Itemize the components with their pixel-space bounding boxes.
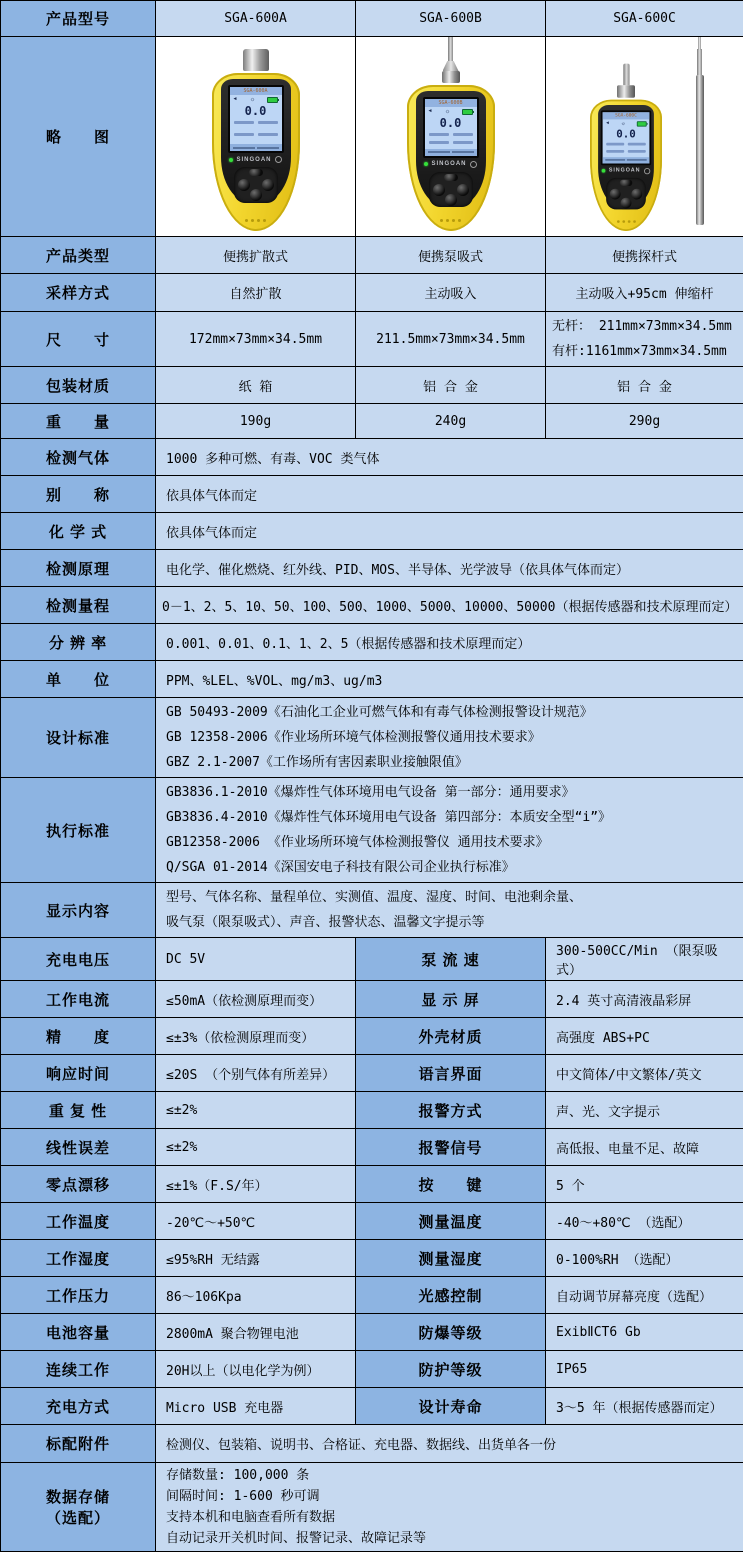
row-alias [1, 476, 743, 513]
enter-button [620, 197, 631, 208]
row-pair [1, 1018, 743, 1055]
model-c: SGA-600C [546, 1, 743, 37]
menu-button [619, 179, 632, 185]
spec-value: ≤±2% [156, 1092, 356, 1129]
row-pair [1, 1388, 743, 1425]
spec-value [156, 883, 743, 938]
spec-value: 2800mA 聚合物锂电池 [156, 1314, 356, 1351]
led-indicator [601, 169, 605, 173]
probe-inlet [617, 64, 635, 100]
spec-value [156, 778, 743, 883]
keypad [606, 178, 646, 210]
spec-value: 20H以上（以电化学为例） [156, 1351, 356, 1388]
spec-value: 依具体气体而定 [156, 476, 743, 513]
lcd-model-title: SGA-600C [602, 112, 649, 119]
row-sketch [1, 37, 743, 237]
spec-label: 分 辨 率 [1, 624, 156, 661]
spec-label: 工作电流 [1, 981, 156, 1018]
lcd-date-strip [230, 144, 282, 151]
standard-line: GBZ 2.1-2007《工作场所有害因素职业接触限值》 [166, 750, 733, 775]
storage-label-line: （选配） [2, 1507, 154, 1528]
spec-value [156, 698, 743, 778]
spec-label: 化 学 式 [1, 513, 156, 550]
standard-line: GB3836.4-2010《爆炸性气体环境用电气设备 第四部分：本质安全型“i”》 [166, 805, 733, 830]
spec-value: 0-100%RH （选配） [546, 1240, 743, 1277]
left-button [238, 179, 250, 191]
spec-value: 便携泵吸式 [356, 237, 546, 274]
spec-label: 工作压力 [1, 1277, 156, 1314]
speaker-vents [590, 220, 662, 223]
brand-label: SINGOAN [236, 157, 271, 163]
battery-icon [462, 109, 473, 115]
right-button [457, 184, 469, 196]
storage-line: 存储数量: 100,000 条 [166, 1465, 733, 1486]
spec-value: 主动吸入+95cm 伸缩杆 [546, 274, 743, 312]
lcd-date-strip [425, 149, 477, 156]
lcd-info-rows [230, 118, 282, 144]
spec-value: PPM、%LEL、%VOL、mg/m3、ug/m3 [156, 661, 743, 698]
row-range [1, 587, 743, 624]
row-packing [1, 367, 743, 404]
spec-label: 零点漂移 [1, 1166, 156, 1203]
speaker-icon: ◄ [605, 121, 609, 126]
spec-label: 设计标准 [1, 698, 156, 778]
lcd-screen [423, 97, 479, 158]
speaker-icon: ◄ [233, 97, 238, 102]
row-pair [1, 1351, 743, 1388]
row-units [1, 661, 743, 698]
storage-label-line: 数据存储 [2, 1486, 154, 1507]
spec-label: 防爆等级 [356, 1314, 546, 1351]
spec-value: 声、光、文字提示 [546, 1092, 743, 1129]
row-pair [1, 1203, 743, 1240]
row-pair [1, 1240, 743, 1277]
fan-icon: ☼ [620, 121, 625, 126]
lcd-model-title: SGA-600A [230, 87, 282, 95]
battery-icon [636, 121, 646, 126]
storage-line: 支持本机和电脑查看所有数据 [166, 1507, 733, 1528]
standard-line: GB3836.1-2010《爆炸性气体环境用电气设备 第一部分：通用要求》 [166, 780, 733, 805]
front-panel [221, 79, 291, 203]
spec-label: 防护等级 [356, 1351, 546, 1388]
row-resolution [1, 624, 743, 661]
row-pair [1, 1092, 743, 1129]
row-pair [1, 981, 743, 1018]
spec-value: -20℃～+50℃ [156, 1203, 356, 1240]
left-button [609, 188, 620, 199]
menu-button [249, 169, 263, 176]
row-weight [1, 404, 743, 439]
spec-value: 电化学、催化燃烧、红外线、PID、MOS、半导体、光学波导（依具体气体而定） [156, 550, 743, 587]
row-size [1, 312, 743, 367]
spec-label: 采样方式 [1, 274, 156, 312]
battery-icon [267, 97, 278, 103]
spec-value: ≤±1%（F.S/年） [156, 1166, 356, 1203]
row-pair [1, 1277, 743, 1314]
spec-label: 按 键 [356, 1166, 546, 1203]
speaker-vents [407, 219, 495, 222]
size-no-rod: 无杆： 211mm×73mm×34.5mm [552, 314, 737, 339]
spec-label: 充电方式 [1, 1388, 156, 1425]
sensor-cap [243, 49, 269, 71]
lcd-info-rows [602, 140, 649, 157]
row-exec-standard [1, 778, 743, 883]
row-pair [1, 938, 743, 981]
spec-label: 检测量程 [1, 587, 156, 624]
product-photo-sga-600b [407, 37, 495, 232]
spec-label: 检测气体 [1, 439, 156, 476]
keypad [234, 167, 278, 203]
spec-label [1, 1463, 156, 1552]
spec-value: DC 5V [156, 938, 356, 981]
row-design-standard [1, 698, 743, 778]
spec-value: ≤50mA（依检测原理而变） [156, 981, 356, 1018]
spec-value: 主动吸入 [356, 274, 546, 312]
spec-label: 充电电压 [1, 938, 156, 981]
enter-button [445, 194, 457, 206]
brand-label: SINGOAN [608, 168, 640, 173]
spec-label: 别 称 [1, 476, 156, 513]
standard-line: Q/SGA 01-2014《深国安电子科技有限公司企业执行标准》 [166, 855, 733, 880]
row-pair [1, 1166, 743, 1203]
spec-label: 测量湿度 [356, 1240, 546, 1277]
spec-value: 5 个 [546, 1166, 743, 1203]
spec-label: 泵 流 速 [356, 938, 546, 981]
spec-value: ≤±2% [156, 1129, 356, 1166]
spec-value: -40～+80℃ （选配） [546, 1203, 743, 1240]
spec-value: 高低报、电量不足、故障 [546, 1129, 743, 1166]
spec-value: 290g [546, 404, 743, 439]
spec-label: 连续工作 [1, 1351, 156, 1388]
spec-value: 0.001、0.01、0.1、1、2、5（根据传感器和技术原理而定） [156, 624, 743, 661]
spec-label: 外壳材质 [356, 1018, 546, 1055]
right-button [631, 188, 642, 199]
spec-value: 中文简体/中文繁体/英文 [546, 1055, 743, 1092]
content-line: 型号、气体名称、量程单位、实测值、温度、湿度、时间、电池剩余量、 [166, 885, 733, 910]
spec-value: 铝 合 金 [356, 367, 546, 404]
standard-line: GB12358-2006 《作业场所环境气体检测报警仪 通用技术要求》 [166, 830, 733, 855]
spec-value: ≤95%RH 无结露 [156, 1240, 356, 1277]
spec-label: 标配附件 [1, 1425, 156, 1463]
spec-value: 190g [156, 404, 356, 439]
speaker-icon: ◄ [428, 109, 433, 114]
row-pair [1, 1055, 743, 1092]
spec-value [156, 1463, 743, 1552]
spec-value: 211.5mm×73mm×34.5mm [356, 312, 546, 367]
led-indicator [229, 158, 233, 162]
sketch-row-label: 略 图 [1, 37, 156, 237]
fan-icon: ☼ [445, 109, 451, 115]
menu-button [444, 174, 458, 181]
power-icon [470, 161, 477, 168]
spec-value: 1000 多种可燃、有毒、VOC 类气体 [156, 439, 743, 476]
lcd-reading: 0.0 [230, 104, 282, 118]
spec-label: 尺 寸 [1, 312, 156, 367]
spec-value: 自动调节屏幕亮度（选配） [546, 1277, 743, 1314]
spec-value: 高强度 ABS+PC [546, 1018, 743, 1055]
front-panel [598, 105, 654, 209]
spec-label: 报警方式 [356, 1092, 546, 1129]
row-display-content [1, 883, 743, 938]
spec-label: 执行标准 [1, 778, 156, 883]
device-body [407, 85, 495, 231]
lcd-reading: 0.0 [602, 128, 649, 141]
spec-label: 工作温度 [1, 1203, 156, 1240]
device-body [590, 100, 662, 231]
spec-label: 显示内容 [1, 883, 156, 938]
content-line: 吸气泵（限泵吸式）、声音、报警状态、温馨文字提示等 [166, 910, 733, 935]
spec-label: 响应时间 [1, 1055, 156, 1092]
spec-label: 测量温度 [356, 1203, 546, 1240]
spec-value: 铝 合 金 [546, 367, 743, 404]
product-photo-sga-600c [590, 64, 662, 231]
row-data-storage [1, 1463, 743, 1552]
spec-label: 重 量 [1, 404, 156, 439]
lcd-reading: 0.0 [425, 116, 477, 130]
spec-label: 线性误差 [1, 1129, 156, 1166]
spec-value: 86～106Kpa [156, 1277, 356, 1314]
model-row-label: 产品型号 [1, 1, 156, 37]
row-formula [1, 513, 743, 550]
spec-label: 电池容量 [1, 1314, 156, 1351]
spec-value [546, 312, 743, 367]
spec-label: 精 度 [1, 1018, 156, 1055]
spec-value: 自然扩散 [156, 274, 356, 312]
speaker-vents [212, 219, 300, 222]
left-button [433, 184, 445, 196]
front-panel [416, 91, 486, 207]
row-gases [1, 439, 743, 476]
pump-probe [442, 37, 460, 86]
lcd-screen [228, 85, 284, 153]
spec-label: 设计寿命 [356, 1388, 546, 1425]
lcd-screen [600, 110, 650, 165]
row-sampling [1, 274, 743, 312]
row-pair [1, 1129, 743, 1166]
row-accessories [1, 1425, 743, 1463]
spec-value: Micro USB 充电器 [156, 1388, 356, 1425]
keypad [429, 172, 473, 207]
product-photo-sga-600a [212, 49, 300, 231]
spec-value: IP65 [546, 1351, 743, 1388]
spec-label: 包装材质 [1, 367, 156, 404]
power-icon [275, 156, 282, 163]
enter-button [250, 189, 262, 201]
spec-label: 显 示 屏 [356, 981, 546, 1018]
storage-line: 自动记录开关机时间、报警记录、故障记录等 [166, 1528, 733, 1549]
row-principle [1, 550, 743, 587]
model-b: SGA-600B [356, 1, 546, 37]
spec-label: 检测原理 [1, 550, 156, 587]
spec-value: 检测仪、包装箱、说明书、合格证、充电器、数据线、出货单各一份 [156, 1425, 743, 1463]
standard-line: GB 50493-2009《石油化工企业可燃气体和有毒气体检测报警设计规范》 [166, 700, 733, 725]
lcd-model-title: SGA-600B [425, 99, 477, 107]
spec-value: 172mm×73mm×34.5mm [156, 312, 356, 367]
model-a: SGA-600A [156, 1, 356, 37]
fan-icon: ☼ [250, 97, 256, 103]
row-pair [1, 1314, 743, 1351]
spec-label: 报警信号 [356, 1129, 546, 1166]
spec-value: 3～5 年（根据传感器而定） [546, 1388, 743, 1425]
spec-value: ≤±3%（依检测原理而变） [156, 1018, 356, 1055]
spec-value: 便携扩散式 [156, 237, 356, 274]
spec-value: 便携探杆式 [546, 237, 743, 274]
led-indicator [424, 162, 428, 166]
right-button [262, 179, 274, 191]
lcd-date-strip [602, 157, 649, 163]
spec-label: 语言界面 [356, 1055, 546, 1092]
row-product-type [1, 237, 743, 274]
spec-label: 重 复 性 [1, 1092, 156, 1129]
storage-line: 间隔时间: 1-600 秒可调 [166, 1486, 733, 1507]
device-body [212, 73, 300, 231]
spec-value: 240g [356, 404, 546, 439]
spec-value: ≤20S （个别气体有所差异） [156, 1055, 356, 1092]
spec-label: 工作湿度 [1, 1240, 156, 1277]
spec-value: 依具体气体而定 [156, 513, 743, 550]
spec-value: 2.4 英寸高清液晶彩屏 [546, 981, 743, 1018]
size-with-rod: 有杆:1161mm×73mm×34.5mm [552, 339, 737, 364]
spec-label: 光感控制 [356, 1277, 546, 1314]
spec-value: 300-500CC/Min （限泵吸式） [546, 938, 743, 981]
spec-label: 产品类型 [1, 237, 156, 274]
spec-value: 0－1、2、5、10、50、100、500、1000、5000、10000、50000（根据传感器和技术原理而定） [156, 587, 743, 624]
row-model [1, 1, 743, 37]
spec-label: 单 位 [1, 661, 156, 698]
power-icon [643, 168, 649, 174]
spec-value: ExibⅡCT6 Gb [546, 1314, 743, 1351]
spec-value: 纸 箱 [156, 367, 356, 404]
standard-line: GB 12358-2006《作业场所环境气体检测报警仪通用技术要求》 [166, 725, 733, 750]
lcd-info-rows [425, 130, 477, 149]
telescopic-rod [696, 75, 704, 225]
brand-label: SINGOAN [431, 161, 466, 167]
